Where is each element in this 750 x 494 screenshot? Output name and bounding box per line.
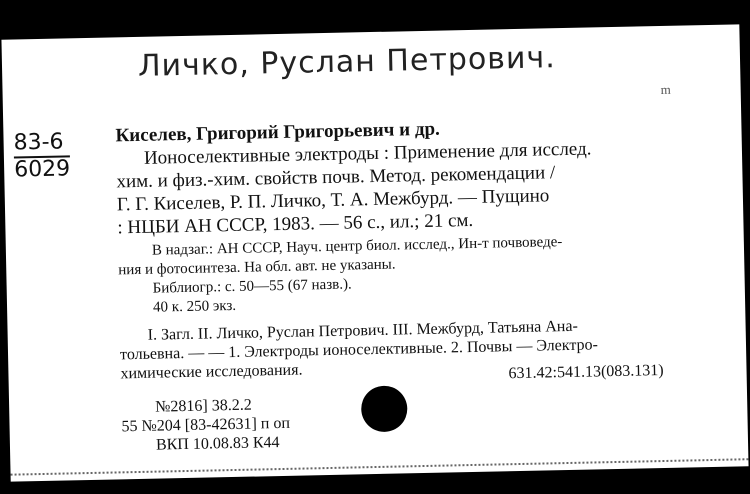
call-number-top: 83-6: [13, 130, 70, 158]
note-line: 40 к. 250 экз.: [152, 297, 237, 316]
tracing-line: химические исследования.: [120, 361, 303, 383]
call-number: [13, 130, 70, 182]
handwritten-name: Личко, Руслан Петрович.: [137, 40, 557, 84]
title-line: хим. и физ.-хим. свойств почв. Метод. рекомендации /: [116, 162, 556, 193]
tracing-line: тольевна. — — 1. Электроды ионоселективные. 2. Почвы — Электро-: [119, 336, 599, 364]
margin-mark: m: [660, 81, 671, 97]
note-line: ния и фотосинтеза. На обл. авт. не указаны.: [118, 256, 396, 279]
title-line: Г. Г. Киселев, Р. П. Личко, Т. А. Межбурд. — Пущино: [116, 185, 550, 216]
tracing-line: I. Загл. II. Личко, Руслан Петрович. III. Межбурд, Татьяна Ана-: [147, 317, 579, 344]
punch-hole: [361, 385, 408, 432]
note-line: Библиогр.: с. 50—55 (67 назв.).: [152, 276, 352, 297]
title-line: : НЦБИ АН СССР, 1983. — 56 с., ил.; 21 см.: [117, 209, 474, 239]
udc-index: 631.42:541.13(083.131): [508, 361, 664, 383]
footer-line: ВКП 10.08.83 К44: [155, 434, 280, 454]
author-heading: Киселев, Григорий Григорьевич и др.: [115, 118, 440, 147]
title-line: Ионоселективные электроды : Применение для исслед.: [143, 138, 592, 169]
call-number-bottom: 6029: [13, 156, 71, 183]
catalog-card: [1, 24, 748, 481]
bottom-dotted-edge: [11, 458, 749, 475]
footer-line: 55 №204 [83-42631] п оп: [121, 414, 291, 436]
footer-line: №2816] 38.2.2: [155, 396, 252, 416]
note-line: В надзаг.: АН СССР, Науч. центр биол. исслед., Ин-т почвоведе-: [151, 234, 563, 259]
